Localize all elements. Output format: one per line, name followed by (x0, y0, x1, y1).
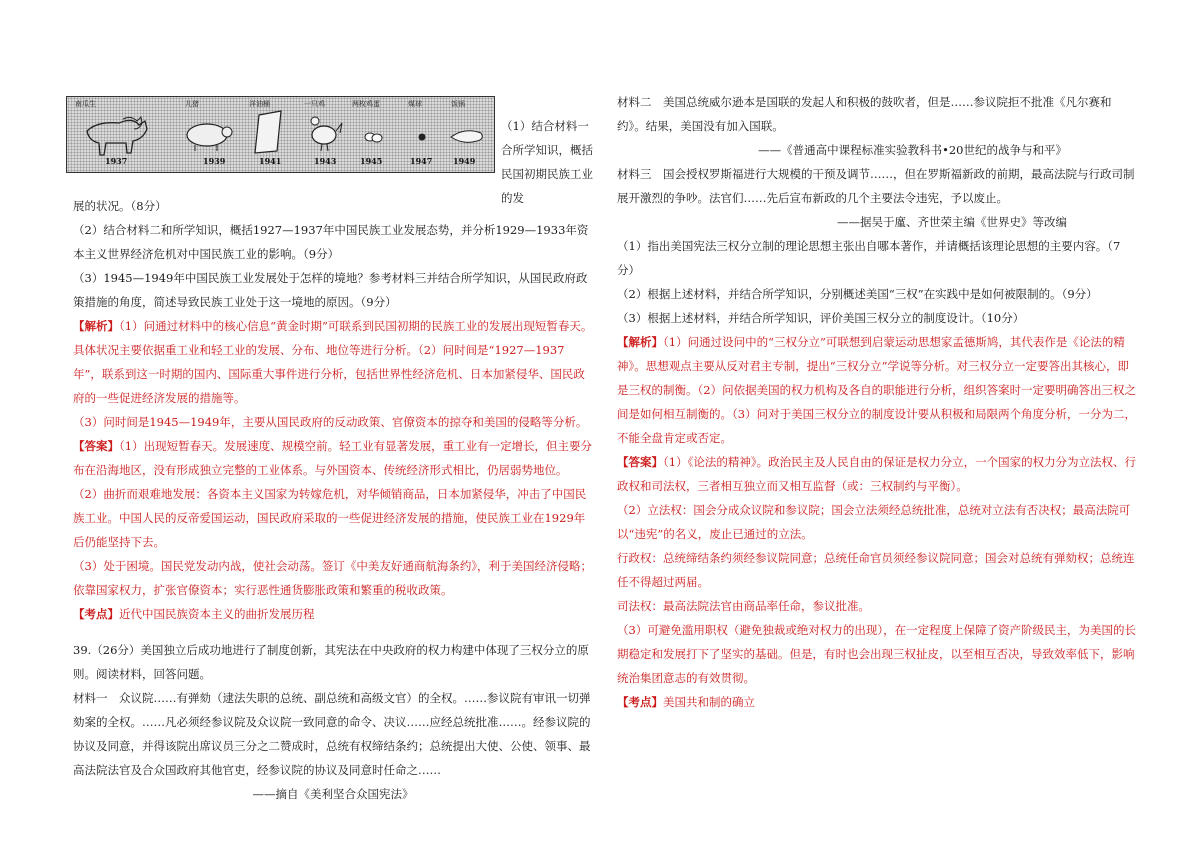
material-2-text: 材料二 美国总统威尔逊本是国联的发起人和积极的鼓吹者，但是……参议院拒不批准《凡尔赛和约》。结果，美国没有加入国联。 (617, 95, 1112, 133)
question-1-text: （1）结合材料一合所学知识，概括民国初期民族工业的发 (501, 119, 593, 205)
analysis-paragraph (73, 314, 593, 410)
answer-text-2: （2）立法权：国会分成众议院和参议院；国会立法须经总统批准，总统对立法有否决权；最高法院可以“违宪”的名义，废止已通过的立法。 (617, 503, 1131, 541)
figure-item-1939 (179, 97, 239, 172)
figure-label: 儿猪 (185, 100, 199, 108)
answer-text: （1）出现短暂春天。发展速度、规模空前。轻工业有显著发展，重工业有一定增长，但主要分布在沿海地区，没有形成独立完整的工业体系。与外国资本、传统经济形式相比，仍居弱势地位。 (73, 439, 593, 477)
figure-item-1945 (352, 97, 396, 172)
figure-label: 饭锅 (451, 100, 465, 108)
analysis-text: （1）问通过材料中的核心信息“黄金时期”可联系到民国初期的民族工业的发展出现短暂春天。具体状况主要依据重工业和轻工业的发展、分布、地位等进行分析。（2）问时间是“1927—1937年”，联系到这一时期的国内、国际重大事件进行分析，包括世界性经济危机、日本加紧侵华、国民政府的一些促进经济发展的措施等。 (73, 319, 593, 405)
answer-text: （1）《论法的精神》。政治民主及人民自由的保证是权力分立，一个国家的权力分为立法权、行政权和司法权，三者相互独立而又相互监督（或：三权制约与平衡）。 (617, 455, 1137, 493)
analysis-tag: 【解析】 (617, 335, 663, 349)
right-column (617, 90, 1137, 714)
answer-paragraph (617, 450, 1137, 498)
figure-item-1943 (302, 97, 348, 172)
answer-text-3: （3）处于困境。国民党发动内战，使社会动荡。签订《中美友好通商航海条约》，利于美国经济侵略；依靠国家权力，扩张官僚资本；实行恶性通货膨胀政策和繁重的税收政策。 (73, 559, 593, 597)
figure-item-1947 (402, 97, 442, 172)
figure-year: 1937 (105, 156, 128, 166)
material-1-text: 材料一 众议院……有弹劾（逮法失职的总统、副总统和高级文官）的全权。……参议院有审讯一切弹劾案的全权。……凡必须经参议院及众议院一致同意的命令、决议……应经总统批准……。经参议院的协议及同意，并得该院出席议员三分之二赞成时，总统有权缔结条约；总统提出大使、公使、领事、最高法院法官及合众国政府其他官吏，经参议院的协议及同意时任命之…… (73, 691, 591, 777)
material-2-source: ——《普通高中课程标准实验教科书•20世纪的战争与和平》 (758, 143, 1067, 157)
analysis-text: （1）问通过设问中的“三权分立”可联想到启蒙运动思想家孟德斯鸠，其代表作是《论法的精神》。思想观点主要从反对君主专制，提出“三权分立”学说等分析。对三权分立一定要答出其核心，即是三权的制衡。（2）问依据美国的权力机构及各自的职能进行分析，组织答案时一定要明确答出三权之间是如何相互制衡的。（3）问对于美国三权分立的制度设计要从积极和局限两个角度分析，一分为二，不能全盘肯定或否定。 (617, 335, 1137, 445)
analysis-tag: 【解析】 (73, 319, 119, 333)
answer-tag: 【答案】 (73, 439, 119, 453)
question-39-intro: 39.（26分）美国独立后成功地进行了制度创新，其宪法在中央政府的权力构建中体现了三权分立的原则。阅读材料，回答问题。 (73, 643, 589, 681)
point-text: 近代中国民族资本主义的曲折发展历程 (119, 607, 315, 621)
figure-label: 洋油桶 (249, 100, 270, 108)
question-1-tail: 展的状况。（8分） (73, 199, 167, 213)
answer-text-3: 行政权：总统缔结条约须经参议院同意；总统任命官员须经参议院同意；国会对总统有弹劾权；总统连任不得超过两届。 (617, 551, 1135, 589)
analysis-text-3: （3）问时间是1945—1949年，主要从国民政府的反动政策、官僚资本的掠夺和美国的侵略等分析。 (73, 415, 588, 429)
question-2-text: （2）根据上述材料，并结合所学知识，分别概述美国“三权”在实践中是如何被限制的。（9分） (617, 287, 1098, 301)
point-tag: 【考点】 (73, 607, 119, 621)
figure-year: 1947 (410, 156, 433, 166)
answer-text-2: （2）曲折而艰难地发展：各资本主义国家为转嫁危机，对华倾销商品，日本加紧侵华，冲击了中国民族工业。中国人民的反帝爱国运动，国民政府采取的一些促进经济发展的措施，使民族工业在1929年后仍能坚持下去。 (73, 487, 587, 549)
question-1-text: （1）指出美国宪法三权分立制的理论思想主张出自哪本著作，并请概括该理论思想的主要内容。（7分） (617, 239, 1121, 277)
point-paragraph (73, 602, 593, 626)
figure-item-1949 (445, 97, 491, 172)
point-tag: 【考点】 (617, 695, 663, 709)
answer-text-5: （3）可避免滥用职权（避免独裁或绝对权力的出现），在一定程度上保障了资产阶级民主，为美国的长期稳定和发展打下了坚实的基础。但是，有时也会出现三权扯皮，以至相互否决，导致效率低下，影响统治集团意志的有效贯彻。 (617, 623, 1137, 685)
analysis-paragraph (617, 330, 1137, 450)
answer-tag: 【答案】 (617, 455, 663, 469)
figure-year: 1943 (314, 156, 337, 166)
left-column (73, 90, 593, 806)
answer-text-4: 司法权：最高法院法官由商品率任命，参议批准。 (617, 599, 870, 613)
figure-block (73, 90, 593, 205)
figure-item-1937 (73, 97, 163, 172)
point-text: 美国共和制的确立 (663, 695, 755, 709)
point-paragraph (617, 690, 1137, 714)
figure-year: 1945 (360, 156, 383, 166)
figure-year: 1939 (203, 156, 226, 166)
figure-label: 两枚鸡蛋 (352, 100, 380, 108)
price-comparison-figure (66, 96, 495, 173)
question-3-text: （3）1945—1949年中国民族工业发展处于怎样的境地？参考材料三并结合所学知识，从国民政府政策措施的角度，简述导致民族工业处于这一境地的原因。（9分） (73, 271, 588, 309)
question-2-text: （2）结合材料二和所学知识，概括1927—1937年中国民族工业发展态势，并分析1929—1933年资本主义世界经济危机对中国民族工业的影响。（9分） (73, 223, 589, 261)
figure-label: 煤球 (408, 100, 422, 108)
figure-label: 一只鸡 (304, 100, 325, 108)
figure-year: 1949 (453, 156, 476, 166)
material-3-source: ——据吴于廑、齐世荣主编《世界史》等改编 (837, 215, 1067, 229)
figure-label: 南瓜生 (75, 100, 96, 108)
answer-paragraph (73, 434, 593, 482)
material-3-text: 材料三 国会授权罗斯福进行大规模的干预及调节……，但在罗斯福新政的前期，最高法院与行政司制展开激烈的争吵。法官们……先后宣布新政的几个主要法令违宪，予以废止。 (617, 167, 1135, 205)
figure-year: 1941 (259, 156, 282, 166)
material-1-source: ——摘自《美利坚合众国宪法》 (252, 787, 414, 801)
figure-item-1941 (247, 97, 293, 172)
question-3-text: （3）根据上述材料，并结合所学知识，评价美国三权分立的制度设计。（10分） (617, 311, 1025, 325)
